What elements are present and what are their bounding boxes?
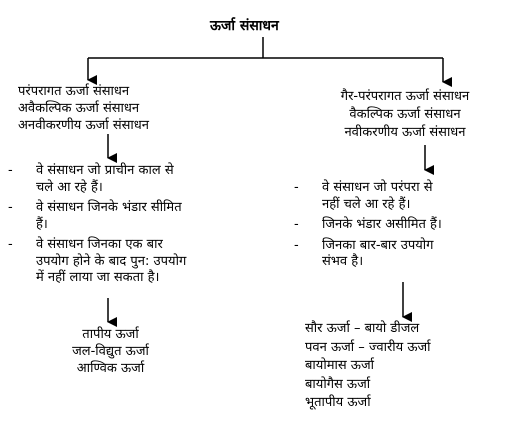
bullet-line: उपयोग होने के बाद पुन: उपयोग xyxy=(36,253,187,269)
left-header-line: अनवीकरणीय ऊर्जा संसाधन xyxy=(18,118,149,133)
bullet-line: वे संसाधन जिनका एक बार xyxy=(36,237,163,252)
dash-marker: - xyxy=(8,163,13,178)
bullet-line: हैं। xyxy=(36,216,48,232)
bullet-line: जिनका बार-बार उपयोग xyxy=(322,237,434,253)
bullet-line: चले आ रहे हैं। xyxy=(36,179,103,195)
left-example-item: जल-विद्युत ऊर्जा xyxy=(72,344,149,359)
bullet-line: जिनके भंडार असीमित हैं। xyxy=(322,217,442,232)
dash-marker: - xyxy=(8,200,13,215)
bullet-line: वे संसाधन जिनके भंडार सीमित xyxy=(36,200,182,215)
dash-marker: - xyxy=(294,237,299,253)
left-header-line: परंपरागत ऊर्जा संसाधन xyxy=(18,84,130,99)
right-header-line: गैर-परंपरागत ऊर्जा संसाधन xyxy=(340,89,470,104)
right-examples xyxy=(305,320,431,413)
left-bullet-item xyxy=(8,237,186,287)
diagram-title: ऊर्जा संसाधन xyxy=(210,18,279,34)
left-bullet-item xyxy=(8,200,186,233)
right-bullet-item xyxy=(294,180,442,213)
left-bullet-item xyxy=(8,163,186,196)
bullet-line: वे संसाधन जो परंपरा से xyxy=(322,180,433,195)
bullet-line: में नहीं लाया जा सकता है। xyxy=(36,270,160,285)
left-header xyxy=(18,83,149,134)
right-example-item: बायोमास ऊर्जा xyxy=(305,358,374,373)
right-bullet-item xyxy=(294,217,442,234)
right-header-line: नवीकरणीय ऊर्जा संसाधन xyxy=(344,125,466,140)
left-bullet-list xyxy=(8,163,186,291)
right-example-item: बायोगैस ऊर्जा xyxy=(305,376,371,392)
right-example-item: भूतापीय ऊर्जा xyxy=(305,395,371,410)
bullet-line: संभव है। xyxy=(322,254,364,269)
bullet-line: वे संसाधन जो प्राचीन काल से xyxy=(36,163,174,178)
right-example-item: सौर ऊर्जा – बायो डीजल xyxy=(305,321,420,336)
right-header-line: वैकल्पिक ऊर्जा संसाधन xyxy=(349,107,461,122)
left-example-item: आण्विक ऊर्जा xyxy=(76,361,145,376)
dash-marker: - xyxy=(294,217,299,232)
left-example-item: तापीय ऊर्जा xyxy=(82,327,139,342)
right-example-item: पवन ऊर्जा – ज्वारीय ऊर्जा xyxy=(305,339,431,355)
right-bullet-item xyxy=(294,238,442,271)
right-header xyxy=(300,88,510,142)
bullet-line: नहीं चले आ रहे हैं। xyxy=(322,196,411,212)
left-examples xyxy=(28,326,193,377)
dash-marker: - xyxy=(294,180,299,195)
dash-marker: - xyxy=(8,237,13,252)
right-bullet-list xyxy=(294,180,442,275)
left-header-line: अवैकल्पिक ऊर्जा संसाधन xyxy=(18,101,140,116)
